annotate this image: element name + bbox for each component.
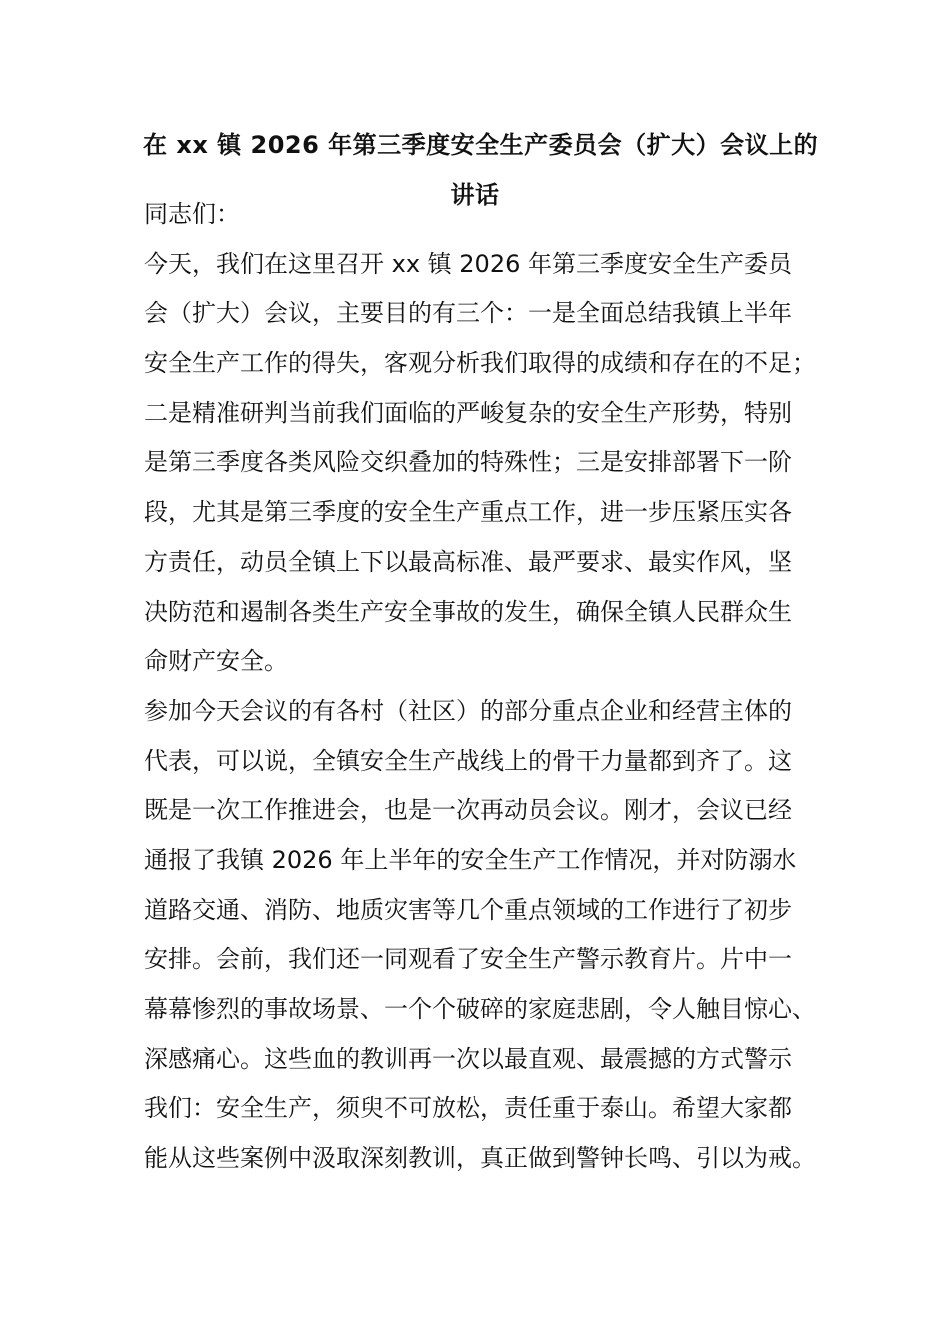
salutation (144, 190, 812, 240)
salutation-text: 同志们： (144, 200, 240, 228)
document-title-line-1: 在 xx 镇 2026 年第三季度安全生产委员会（扩大）会议上的 (143, 131, 819, 159)
paragraph-1-line-6: 段，尤其是第三季度的安全生产重点工作，进一步压紧压实各 (144, 498, 792, 527)
paragraph-2-line-6: 安排。会前，我们还一同观看了安全生产警示教育片。片中一 (144, 945, 792, 974)
paragraph-2-line-10: 能从这些案例中汲取深刻教训，真正做到警钟长鸣、引以为戒。 (144, 1144, 816, 1173)
paragraph-1-line-4: 二是精准研判当前我们面临的严峻复杂的安全生产形势，特别 (144, 398, 792, 427)
paragraph-2-line-7: 幕幕惨烈的事故场景、一个个破碎的家庭悲剧，令人触目惊心、 (144, 995, 816, 1023)
paragraph-1 (144, 240, 816, 687)
paragraph-1-line-1: 今天，我们在这里召开 xx 镇 2026 年第三季度安全生产委员 (144, 249, 792, 278)
paragraph-2-line-4: 通报了我镇 2026 年上半年的安全生产工作情况，并对防溺水 (144, 845, 797, 874)
paragraph-2-line-3: 既是一次工作推进会，也是一次再动员会议。刚才，会议已经 (144, 796, 792, 825)
paragraph-1-line-8: 决防范和遏制各类生产安全事故的发生，确保全镇人民群众生 (144, 597, 792, 626)
paragraph-1-line-9: 命财产安全。 (144, 647, 288, 676)
paragraph-2-line-5: 道路交通、消防、地质灾害等几个重点领域的工作进行了初步 (144, 895, 792, 924)
paragraph-2-line-9: 我们：安全生产，须臾不可放松，责任重于泰山。希望大家都 (144, 1094, 792, 1123)
paragraph-2 (144, 687, 816, 1184)
paragraph-1-line-7: 方责任，动员全镇上下以最高标准、最严要求、最实作风，坚 (144, 547, 792, 576)
paragraph-1-line-3: 安全生产工作的得失，客观分析我们取得的成绩和存在的不足； (144, 349, 816, 378)
paragraph-1-line-2: 会（扩大）会议，主要目的有三个：一是全面总结我镇上半年 (144, 299, 792, 328)
paragraph-1-line-5: 是第三季度各类风险交织叠加的特殊性；三是安排部署下一阶 (144, 448, 792, 477)
document-title-line-2: 讲话 (450, 181, 500, 209)
paragraph-2-line-1: 参加今天会议的有各村（社区）的部分重点企业和经营主体的 (144, 696, 792, 725)
document-body (144, 190, 816, 1184)
paragraph-2-line-2: 代表，可以说，全镇安全生产战线上的骨干力量都到齐了。这 (144, 746, 792, 775)
paragraph-2-line-8: 深感痛心。这些血的教训再一次以最直观、最震撼的方式警示 (144, 1044, 792, 1073)
